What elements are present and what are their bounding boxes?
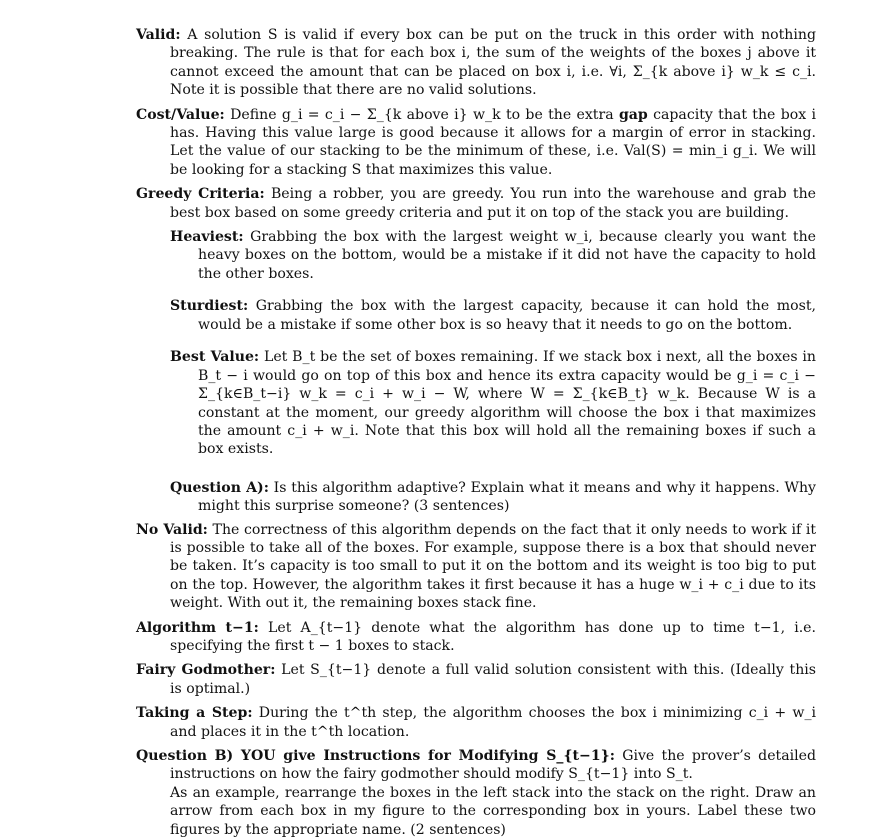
term-greedy: Greedy Criteria:	[136, 186, 265, 203]
term-algorithm: Algorithm t−1:	[136, 619, 259, 636]
paragraph-step	[136, 704, 816, 741]
paragraph-heaviest	[170, 228, 816, 283]
term-cost-value: Cost/Value:	[136, 106, 225, 123]
bold-gap: gap	[618, 106, 648, 123]
text-heaviest: Grabbing the box with the largest weight w_i, because clearly you want the heavy boxes on the bottom, would be a mistake if it did not have the capacity to hold the other boxes.	[198, 229, 816, 282]
paragraph-valid	[136, 26, 816, 100]
text-sturdiest: Grabbing the box with the largest capacity, because it can hold the most, would be a mistake if some other box is so heavy that it needs to go on the bottom.	[198, 298, 816, 333]
paragraph-fairy	[136, 661, 816, 698]
term-heaviest: Heaviest:	[170, 229, 244, 246]
text-greedy: Being a robber, you are greedy. You run into the warehouse and grab the best box based on some greedy criteria and put it on top of the stack you are building.	[170, 186, 816, 221]
term-valid: Valid:	[136, 27, 181, 43]
term-best-value: Best Value:	[170, 349, 260, 366]
paragraph-question-b	[136, 747, 816, 839]
text-no-valid: The correctness of this algorithm depends on the fact that it only needs to work if it is possible to take all of the boxes. For example, suppose there is a box that should never be taken. It’s capacity is too small to put it on the bottom and its weight is too big to put on the top. However, the algorithm takes it first because it has a huge w_i + c_i due to its weight. With out it, the remaining boxes stack fine.	[170, 521, 816, 612]
paragraph-greedy	[136, 185, 816, 222]
term-fairy: Fairy Godmother:	[136, 662, 276, 679]
text-algorithm: Let A_{t−1} denote what the algorithm has done up to time t−1, i.e. specifying the first t − 1 boxes to stack.	[170, 619, 817, 654]
term-no-valid: No Valid:	[136, 521, 208, 538]
paragraph-question-a	[170, 479, 816, 516]
term-question-b: Question B) YOU give Instructions for Modifying S_{t−1}:	[136, 748, 615, 764]
text-best-value: Let B_t be the set of boxes remaining. If we stack box i next, all the boxes in B_t − i would go on top of this box and hence its extra capacity would be g_i = c_i − Σ_{k∈B_t−i} w_k = c_i + w_i − W, where W = Σ_{k∈B_t} w_k. Because W is a constant at the moment, our greedy algorithm will choose the box i that maximizes the amount c_i + w_i. Note that this box will hold all the remaining boxes if such a box exists.	[198, 349, 817, 458]
paragraph-cost-value	[136, 106, 816, 180]
text-fairy: Let S_{t−1} denote a full valid solution consistent with this. (Ideally this is optimal.)	[170, 662, 817, 697]
term-sturdiest: Sturdiest:	[170, 298, 249, 315]
text-question-b: Give the prover’s detailed instructions on how the fairy godmother should modify S_{t−1} into S_t.	[170, 748, 816, 783]
paragraph-no-valid	[136, 521, 816, 613]
term-question-a: Question A):	[170, 479, 269, 496]
text-valid: A solution S is valid if every box can be put on the truck in this order with nothing breaking. The rule is that for each box i, the sum of the weights of the boxes j above it cannot exceed the amount that can be placed on box i, i.e. ∀i, Σ_{k above i} w_k ≤ c_i. Note it is possible that there are no valid solutions.	[170, 27, 816, 99]
text-cost-value-before: Define g_i = c_i − Σ_{k above i} w_k to be the extra	[230, 106, 614, 123]
paragraph-sturdiest	[170, 297, 816, 334]
text-question-a: Is this algorithm adaptive? Explain what it means and why it happens. Why might this surprise someone? (3 sentences)	[198, 479, 816, 515]
text-cost-value-after: capacity that the box i has. Having this value large is good because it allows for a margin of error in stacking. Let the value of our stacking to be the minimum of these, i.e. Val(S) = min_i g_i. We will be looking for a stacking S that maximizes this value.	[170, 106, 816, 178]
term-step: Taking a Step:	[136, 705, 253, 722]
paragraph-algorithm	[136, 619, 816, 656]
text-step: During the t^th step, the algorithm chooses the box i minimizing c_i + w_i and places it in the t^th location.	[170, 705, 816, 740]
paragraph-best-value	[170, 348, 816, 458]
text-question-b-example: As an example, rearrange the boxes in the left stack into the stack on the right. Draw an arrow from each box in my figure to the corresponding box in yours. Label these two figures by the appropriate name. (2 sentences)	[170, 784, 816, 838]
